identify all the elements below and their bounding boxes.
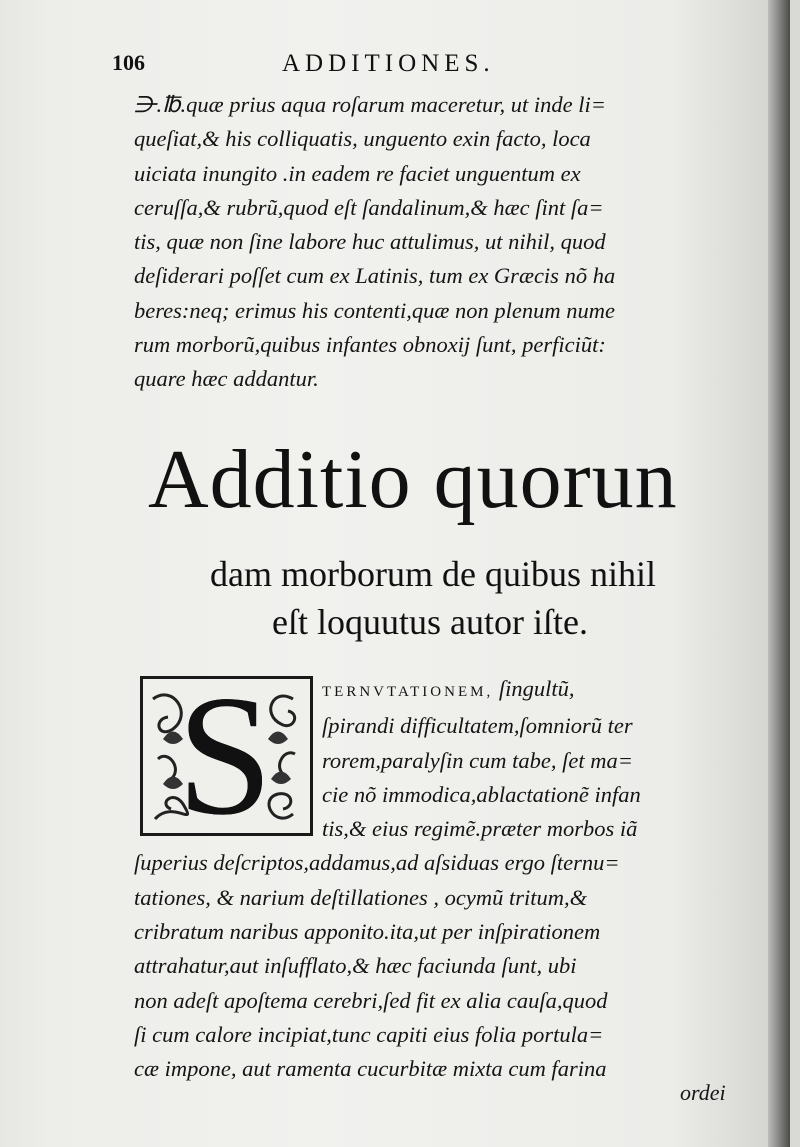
text-line: ſuperius deſcriptos,addamus,ad aſsiduas ergo ſternu=: [134, 850, 620, 876]
text-line: ſi cum calore incipiat,tunc capiti eius folia portula=: [134, 1021, 604, 1047]
text-line: TERNVTATIONEM, ſingultũ,: [322, 676, 575, 701]
text-line: rum morborũ,quibus infantes obnoxij ſunt, perficiũt:: [134, 332, 606, 358]
initial-letter: S: [177, 661, 273, 851]
text-line: tationes, & narium deſtillationes , ocymũ tritum,&: [134, 884, 588, 910]
text-line: ceruſſa,& rubrũ,quod eſt ſandalinum,& hæc ſint ſa=: [134, 194, 604, 220]
section-title: Additio quorun: [148, 433, 678, 526]
text-line: rorem,paralyſin cum tabe, ſet ma=: [322, 747, 633, 773]
main-paragraph: [134, 672, 712, 1087]
text-line: cie nõ immodica,ablactationẽ infan: [322, 781, 641, 807]
section-subtitle-line-1: dam morborum de quibus nihil: [210, 554, 656, 594]
text-line: deſiderari poſſet cum ex Latinis, tum ex Græcis nõ ha: [134, 263, 616, 289]
catchword: ordei: [680, 1080, 726, 1105]
text-line: cæ impone, aut ramenta cucurbitæ mixta cum farina: [134, 1056, 607, 1082]
folio-number: 106: [112, 50, 145, 75]
top-text-block: [134, 88, 710, 397]
lead-capitals: TERNVTATIONEM,: [322, 684, 494, 700]
running-title: ADDITIONES.: [282, 50, 495, 77]
text-line: tis,& eius regimẽ.præter morbos iã: [322, 816, 638, 842]
page-edge-shadow: [768, 0, 790, 1147]
text-line: beres:neq; erimus his contenti,quæ non plenum nume: [134, 297, 615, 323]
text-line: uiciata inungito .in eadem re faciet unguentum ex: [134, 160, 581, 186]
section-subtitle-line-2: eſt loquutus autor iſte.: [272, 602, 588, 642]
text-line: tis, quæ non ſine labore huc attulimus, ut nihil, quod: [134, 229, 606, 255]
text-line: ſpirandi difficultatem,ſomniorũ ter: [322, 713, 633, 739]
text-line: non adeſt apoſtema cerebri,ſed fit ex alia cauſa,quod: [134, 987, 608, 1013]
text-line: queſiat,& his colliquatis, unguento exin facto, loca: [134, 126, 591, 152]
text-line: cribratum naribus apponito.ita,ut per inſpirationem: [134, 919, 601, 945]
text-line: ⋺.℔.quæ prius aqua roſarum maceretur, ut inde li=: [134, 92, 606, 117]
text-line: quare hæc addantur.: [134, 366, 319, 392]
page-header: [112, 50, 712, 80]
text-line: attrahatur,aut inſufflato,& hæc faciunda ſunt, ubi: [134, 953, 577, 979]
